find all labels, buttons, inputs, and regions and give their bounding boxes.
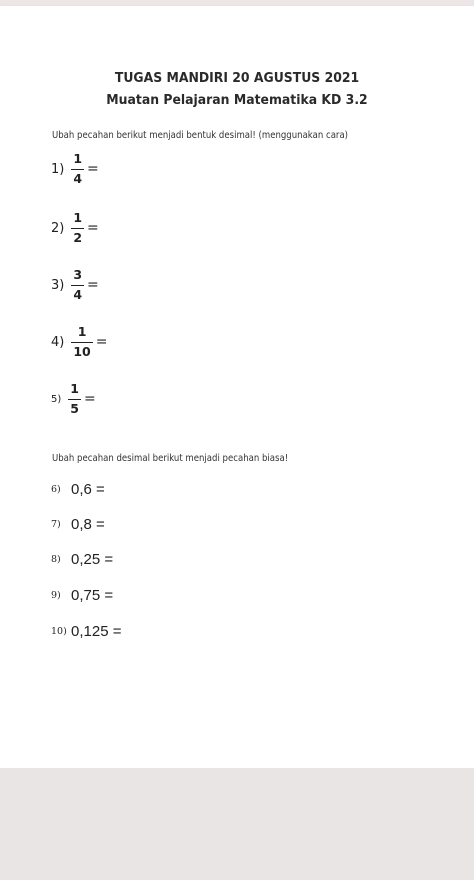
question-number: 5)	[51, 393, 62, 405]
decimal-value: 0,25 =	[71, 550, 114, 568]
equals-sign: =	[95, 334, 108, 350]
question-number: 9)	[51, 589, 61, 601]
question-number: 1)	[51, 161, 65, 177]
background-area	[0, 768, 474, 880]
question-number: 8)	[51, 553, 61, 565]
fraction-question-5	[51, 379, 96, 419]
question-number: 2)	[51, 220, 65, 236]
numerator: 1	[73, 210, 83, 225]
section2-instruction: Ubah pecahan desimal berikut menjadi pecahan biasa!	[52, 453, 289, 464]
equals-sign: =	[87, 220, 99, 236]
denominator: 5	[70, 400, 79, 416]
document-title: TUGAS MANDIRI 20 AGUSTUS 2021	[114, 70, 360, 86]
denominator: 2	[73, 229, 83, 245]
decimal-value: 0,125 =	[71, 622, 122, 640]
decimal-question-10	[51, 620, 121, 642]
fraction	[68, 383, 81, 415]
numerator: 3	[73, 267, 83, 282]
equals-sign: =	[87, 161, 99, 177]
question-number: 6)	[51, 483, 61, 495]
decimal-value: 0,75 =	[71, 586, 114, 604]
fraction-question-2	[51, 208, 99, 248]
decimal-question-6	[51, 478, 105, 500]
denominator: 10	[73, 343, 91, 359]
numerator: 1	[73, 151, 83, 166]
denominator: 4	[73, 286, 83, 302]
decimal-value: 0,8 =	[71, 515, 105, 533]
question-number: 10)	[51, 625, 67, 637]
decimal-question-9	[51, 584, 113, 606]
equals-sign: =	[87, 277, 99, 293]
fraction	[71, 153, 84, 185]
question-number: 7)	[51, 518, 61, 530]
numerator: 1	[77, 324, 87, 339]
question-number: 3)	[51, 277, 65, 293]
fraction	[71, 212, 84, 244]
decimal-value: 0,6 =	[71, 480, 105, 498]
numerator: 1	[70, 381, 79, 396]
denominator: 4	[73, 170, 83, 186]
fraction-question-3	[51, 265, 99, 305]
fraction	[71, 269, 84, 301]
decimal-question-7	[51, 513, 105, 535]
decimal-question-8	[51, 548, 113, 570]
equals-sign: =	[83, 391, 96, 407]
worksheet-page	[0, 6, 474, 768]
fraction-question-4	[51, 322, 107, 362]
fraction-question-1	[51, 149, 99, 189]
fraction	[71, 326, 92, 358]
question-number: 4)	[51, 334, 65, 350]
document-subtitle: Muatan Pelajaran Matematika KD 3.2	[106, 92, 368, 108]
section1-instruction: Ubah pecahan berikut menjadi bentuk desimal! (menggunakan cara)	[52, 130, 349, 141]
